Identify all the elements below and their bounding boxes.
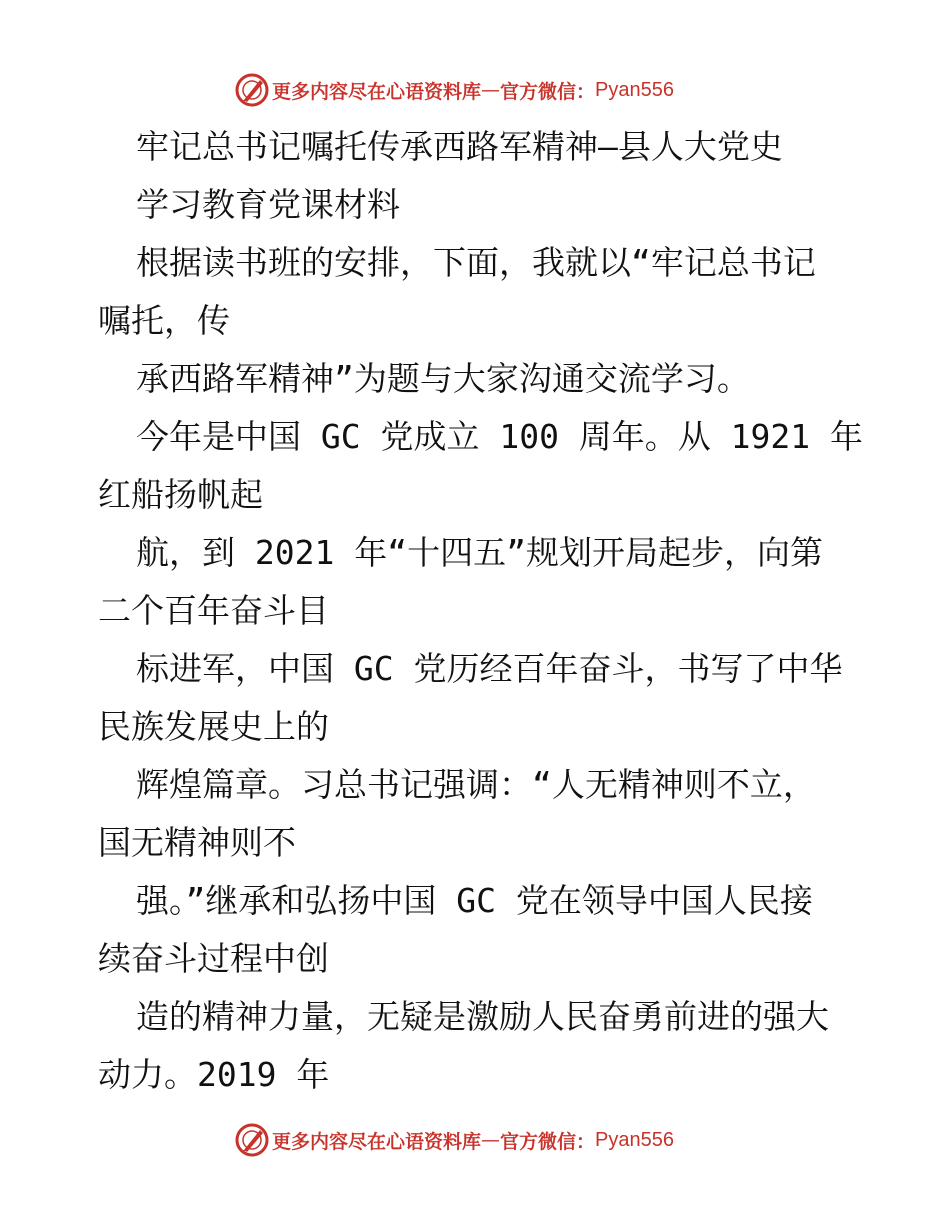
paragraph-line: 强。”继承和弘扬中国 GC 党在领导中国人民接 xyxy=(136,881,813,920)
watermark-wechat-label: 官方微信： xyxy=(500,1130,596,1153)
paragraph-line: 续奋斗过程中创 xyxy=(98,939,329,978)
paragraph-line: 造的精神力量，无疑是激励人民奋勇前进的强大 xyxy=(136,997,829,1036)
paragraph-line: 标进军，中国 GC 党历经百年奋斗，书写了中华 xyxy=(136,649,843,688)
paragraph-line: 嘱托，传 xyxy=(98,301,230,340)
paragraph-line: 民族发展史上的 xyxy=(98,707,329,746)
paragraph-line: 红船扬帆起 xyxy=(98,475,263,514)
watermark-text: 更多内容尽在心语资料库 xyxy=(272,80,482,103)
paragraph-line: 二个百年奋斗目 xyxy=(98,591,329,630)
document-title-line-1: 牢记总书记嘱托传承西路军精神—县人大党史 xyxy=(136,127,783,166)
watermark-wechat-id: Pyan556 xyxy=(595,78,674,101)
watermark-separator: — xyxy=(481,79,501,101)
paragraph-line: 航，到 2021 年“十四五”规划开局起步，向第 xyxy=(136,533,823,572)
paragraph-line: 国无精神则不 xyxy=(98,823,296,862)
paragraph-line: 承西路军精神”为题与大家沟通交流学习。 xyxy=(136,359,750,398)
document-title-line-2: 学习教育党课材料 xyxy=(136,185,400,224)
watermark-text: 更多内容尽在心语资料库 xyxy=(272,1130,482,1153)
paragraph-line: 今年是中国 GC 党成立 100 周年。从 1921 年 xyxy=(136,417,864,456)
seal-logo-icon xyxy=(234,1122,270,1158)
paragraph-line: 根据读书班的安排，下面，我就以“牢记总书记 xyxy=(136,243,816,282)
watermark-wechat-label: 官方微信： xyxy=(500,80,596,103)
paragraph-line: 辉煌篇章。习总书记强调：“人无精神则不立， xyxy=(136,765,816,804)
paragraph-line: 动力。2019 年 xyxy=(98,1055,330,1094)
watermark-footer xyxy=(234,1121,714,1159)
watermark-wechat-id: Pyan556 xyxy=(595,1128,674,1151)
watermark-separator: — xyxy=(481,1129,501,1151)
